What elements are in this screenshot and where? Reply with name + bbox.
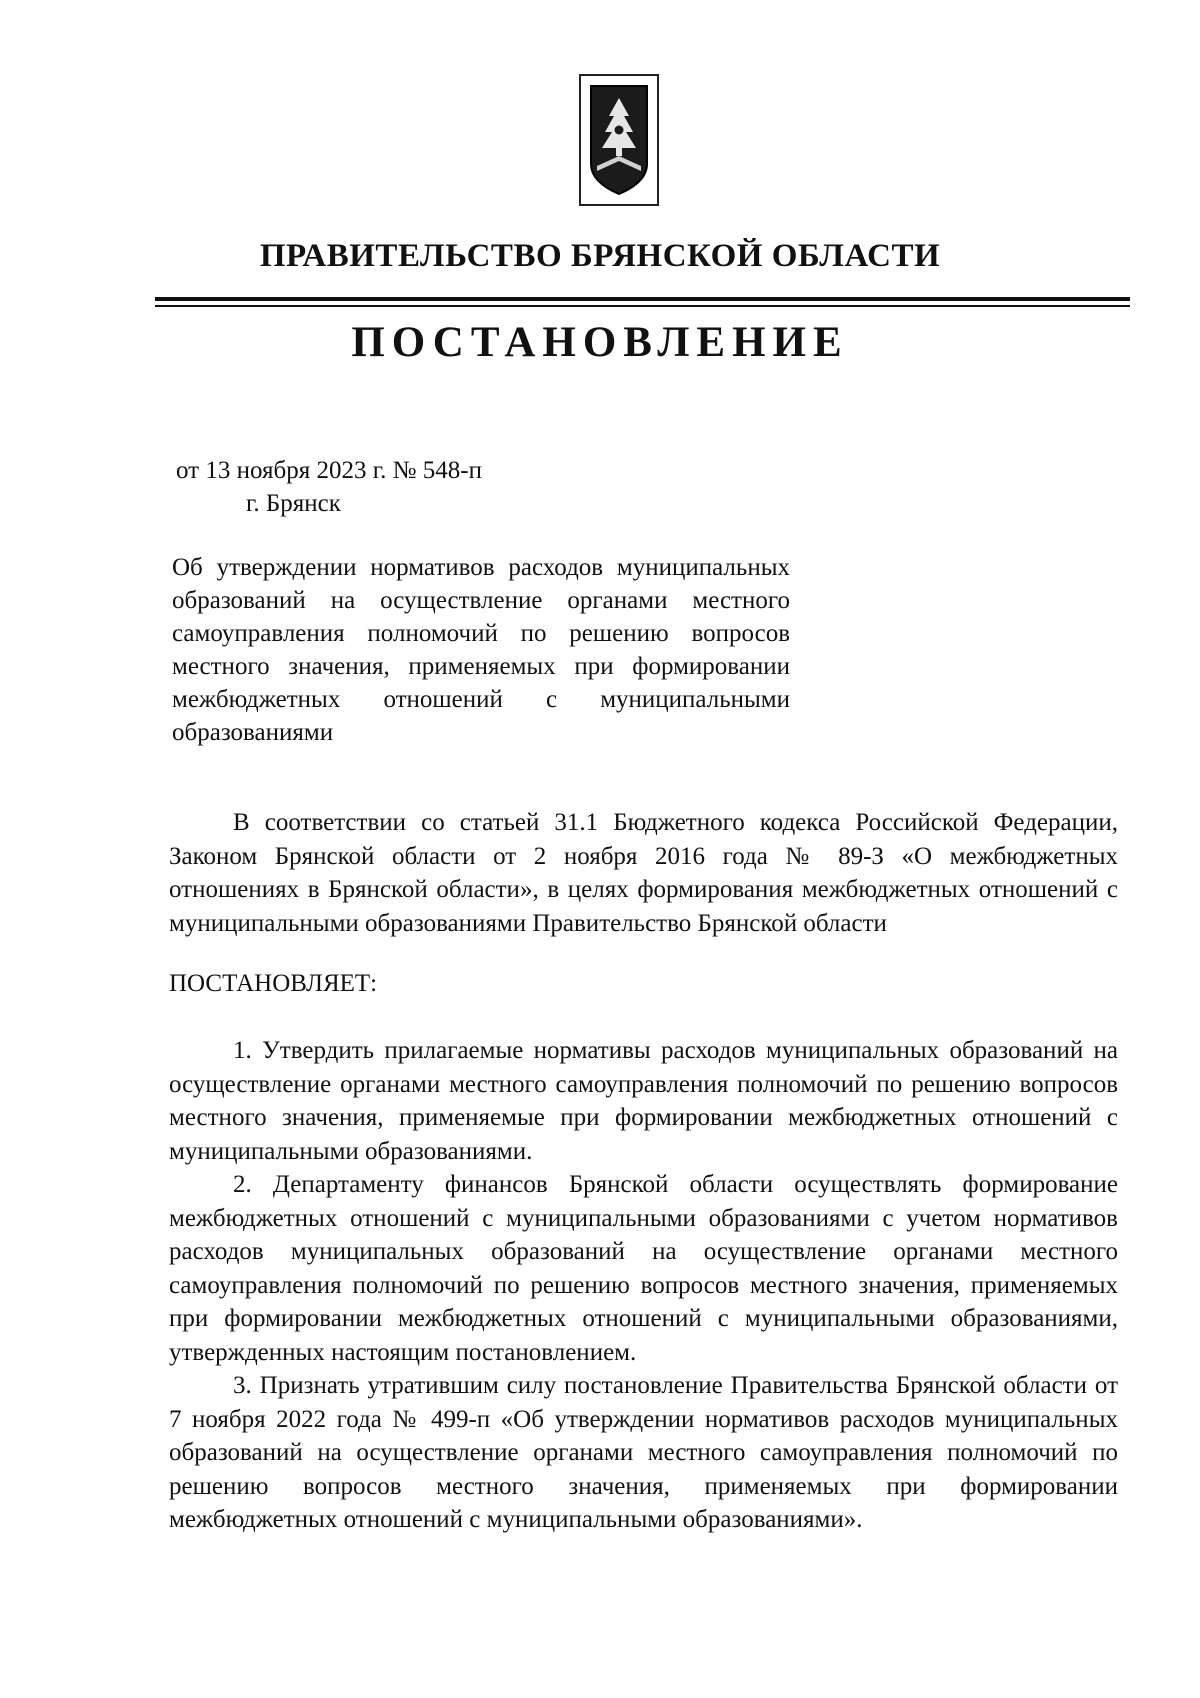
- resolves-heading: ПОСТАНОВЛЯЕТ:: [169, 970, 378, 997]
- preamble-text: В соответствии со статьей 31.1 Бюджетного кодекса Российской Федерации, Законом Брянской области от 2 ноября 2016 года № 89-З «О межбюджетных отношениях в Брянской области», в целях формирования межбюджетных отношений с муниципальными образованиями Правительство Брянской области: [169, 809, 1118, 937]
- coat-of-arms-emblem: [579, 74, 659, 206]
- document-date-number: от 13 ноября 2023 г. № 548-п: [176, 457, 482, 484]
- government-title: ПРАВИТЕЛЬСТВО БРЯНСКОЙ ОБЛАСТИ: [259, 238, 941, 274]
- resolution-items: [169, 1034, 1118, 1537]
- resolution-item: 1. Утвердить прилагаемые нормативы расходов муниципальных образований на осуществление органами местного самоуправления полномочий по решению вопросов местного значения, применяемые при формировании межбюджетных отношений с муниципальными образованиями.: [169, 1037, 1118, 1165]
- document-type-title: ПОСТАНОВЛЕНИЕ: [351, 319, 849, 366]
- document-city: г. Брянск: [246, 490, 341, 517]
- document-subject: Об утверждении нормативов расходов муниципальных образований на осуществление органами местного самоуправления полномочий по решению вопросов местного значения, применяемых при формировании межбюджетных отношений с муниципальными образованиями: [172, 554, 790, 746]
- bryansk-coat-of-arms-icon: [587, 82, 651, 198]
- header-rule-thin: [155, 305, 1130, 307]
- resolution-item: 3. Признать утратившим силу постановление Правительства Брянской области от 7 ноября 2022 года № 499-п «Об утверждении нормативов расходов муниципальных образований на осуществление органами местного самоуправления полномочий по решению вопросов местного значения, применяемых при формировании межбюджетных отношений с муниципальными образованиями».: [169, 1372, 1118, 1533]
- resolution-item: 2. Департаменту финансов Брянской области осуществлять формирование межбюджетных отношений с муниципальными образованиями с учетом нормативов расходов муниципальных образований на осуществление органами местного самоуправления полномочий по решению вопросов местного значения, применяемых при формировании межбюджетных отношений с муниципальными образованиями, утвержденных настоящим постановлением.: [169, 1171, 1118, 1366]
- header-rule-thick: [155, 297, 1130, 301]
- preamble: [169, 806, 1118, 940]
